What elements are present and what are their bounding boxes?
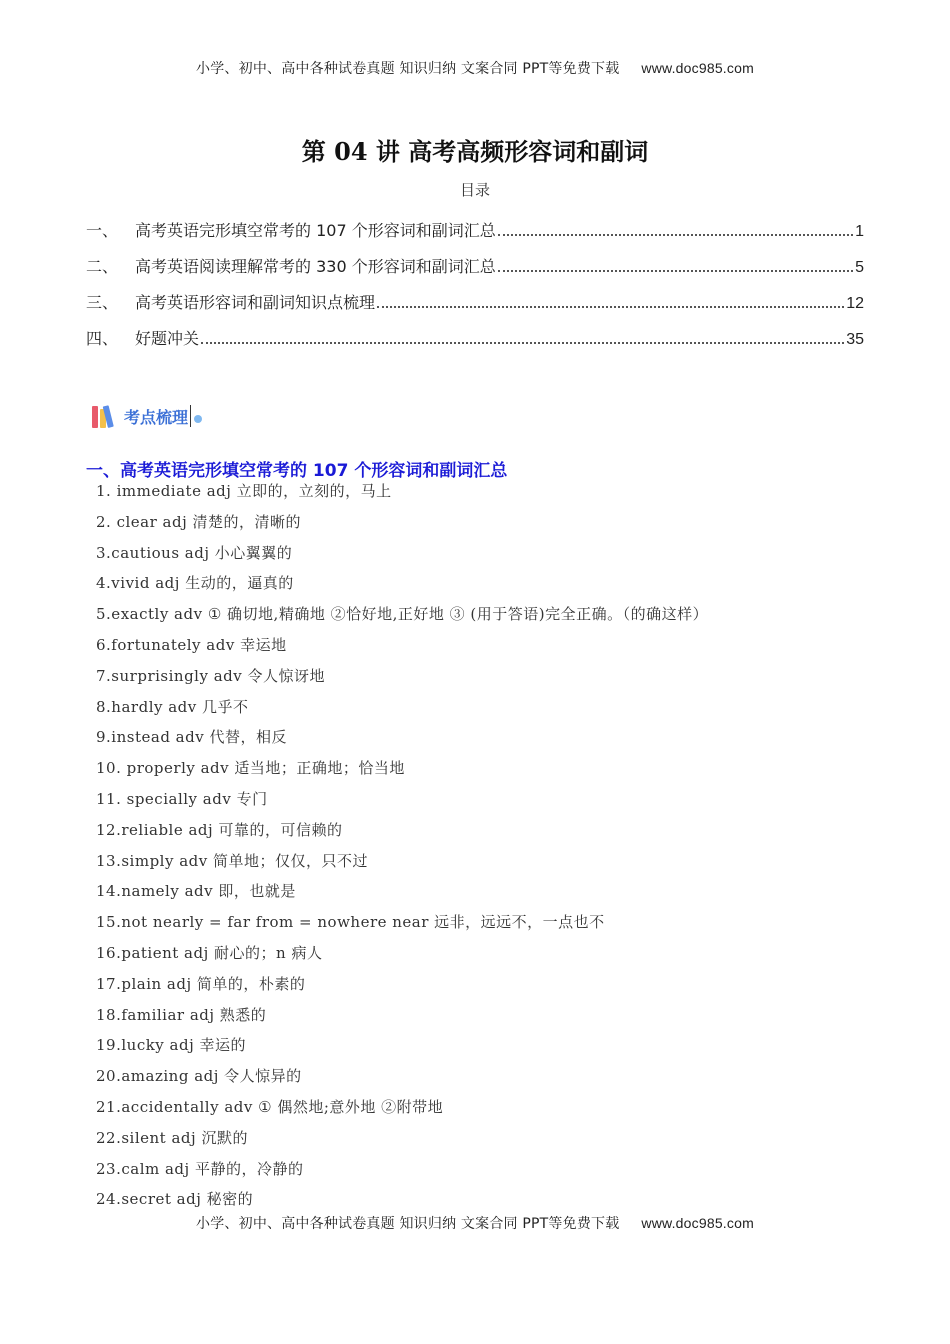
list-item: 8.hardly adv 几乎不 bbox=[96, 697, 249, 716]
toc-leader-dots bbox=[377, 306, 844, 308]
list-item: 2. clear adj 清楚的，清晰的 bbox=[96, 512, 302, 531]
footer-text: 小学、初中、高中各种试卷真题 知识归纳 文案合同 PPT等免费下载 bbox=[196, 1216, 620, 1232]
list-item: 13.simply adv 简单地；仅仅，只不过 bbox=[96, 851, 369, 870]
list-item: 24.secret adj 秘密的 bbox=[96, 1190, 254, 1209]
toc-entry[interactable] bbox=[86, 218, 864, 254]
page-header bbox=[0, 58, 950, 78]
toc-entry-number: 四、 bbox=[86, 329, 119, 348]
list-item: 7.surprisingly adv 令人惊讶地 bbox=[96, 666, 325, 685]
page-footer bbox=[0, 1213, 950, 1233]
list-item: 19.lucky adj 幸运的 bbox=[96, 1036, 247, 1055]
toc-entry-number: 二、 bbox=[86, 257, 119, 276]
toc-entry[interactable] bbox=[86, 326, 864, 362]
dot-icon bbox=[194, 415, 202, 423]
section-badge bbox=[92, 402, 202, 430]
list-item: 12.reliable adj 可靠的，可信赖的 bbox=[96, 820, 343, 839]
list-item: 9.instead adv 代替，相反 bbox=[96, 728, 287, 747]
toc-entry-text: 高考英语完形填空常考的 107 个形容词和副词汇总 bbox=[135, 221, 496, 240]
list-item: 20.amazing adj 令人惊异的 bbox=[96, 1067, 302, 1086]
toc-leader-dots bbox=[498, 270, 853, 272]
list-item: 17.plain adj 简单的，朴素的 bbox=[96, 974, 306, 993]
list-item: 14.namely adv 即，也就是 bbox=[96, 882, 296, 901]
footer-site-link[interactable]: www.doc985.com bbox=[641, 1215, 754, 1231]
list-item: 4.vivid adj 生动的，逼真的 bbox=[96, 574, 294, 593]
toc-entry-number: 一、 bbox=[86, 221, 119, 240]
text-cursor bbox=[190, 405, 191, 427]
list-item: 15.not nearly = far from = nowhere near 远非，远远不，一点也不 bbox=[96, 913, 605, 932]
list-item: 22.silent adj 沉默的 bbox=[96, 1128, 248, 1147]
section-title: 一、高考英语完形填空常考的 107 个形容词和副词汇总 bbox=[86, 461, 508, 481]
list-item: 11. specially adv 专门 bbox=[96, 789, 268, 808]
toc-entry[interactable] bbox=[86, 254, 864, 290]
list-item: 1. immediate adj 立即的，立刻的，马上 bbox=[96, 482, 392, 500]
list-item: 3.cautious adj 小心翼翼的 bbox=[96, 543, 293, 562]
toc-heading: 目录 bbox=[459, 181, 490, 199]
header-text: 小学、初中、高中各种试卷真题 知识归纳 文案合同 PPT等免费下载 bbox=[196, 61, 620, 77]
toc-leader-dots bbox=[201, 342, 844, 344]
toc-entry-page: 35 bbox=[846, 331, 864, 348]
toc-leader-dots bbox=[498, 234, 853, 236]
toc-entry-text: 高考英语形容词和副词知识点梳理 bbox=[135, 293, 376, 312]
toc-entry-page: 1 bbox=[855, 223, 864, 240]
list-item: 18.familiar adj 熟悉的 bbox=[96, 1005, 267, 1024]
toc-entry-text: 高考英语阅读理解常考的 330 个形容词和副词汇总 bbox=[135, 257, 496, 276]
list-item: 23.calm adj 平静的，冷静的 bbox=[96, 1159, 304, 1178]
list-item: 10. properly adv 适当地；正确地；恰当地 bbox=[96, 759, 405, 778]
toc-entry-text: 好题冲关 bbox=[135, 329, 200, 348]
list-item: 6.fortunately adv 幸运地 bbox=[96, 635, 287, 654]
toc-entry[interactable] bbox=[86, 290, 864, 326]
books-icon bbox=[92, 404, 122, 428]
toc-entry-page: 12 bbox=[846, 295, 864, 312]
vocabulary-list bbox=[96, 478, 708, 1217]
header-site-link[interactable]: www.doc985.com bbox=[641, 60, 754, 76]
document-title: 第 04 讲 高考高频形容词和副词 bbox=[301, 137, 649, 166]
toc-entry-page: 5 bbox=[855, 259, 864, 276]
list-item: 16.patient adj 耐心的；n 病人 bbox=[96, 943, 323, 962]
badge-label: 考点梳理 bbox=[124, 407, 189, 427]
toc-entry-number: 三、 bbox=[86, 293, 119, 312]
list-item: 21.accidentally adv ① 偶然地;意外地 ②附带地 bbox=[96, 1097, 444, 1116]
list-item: 5.exactly adv ① 确切地,精确地 ②恰好地,正好地 ③ (用于答语)完全正确。（的确这样） bbox=[96, 605, 709, 624]
table-of-contents bbox=[86, 218, 864, 362]
